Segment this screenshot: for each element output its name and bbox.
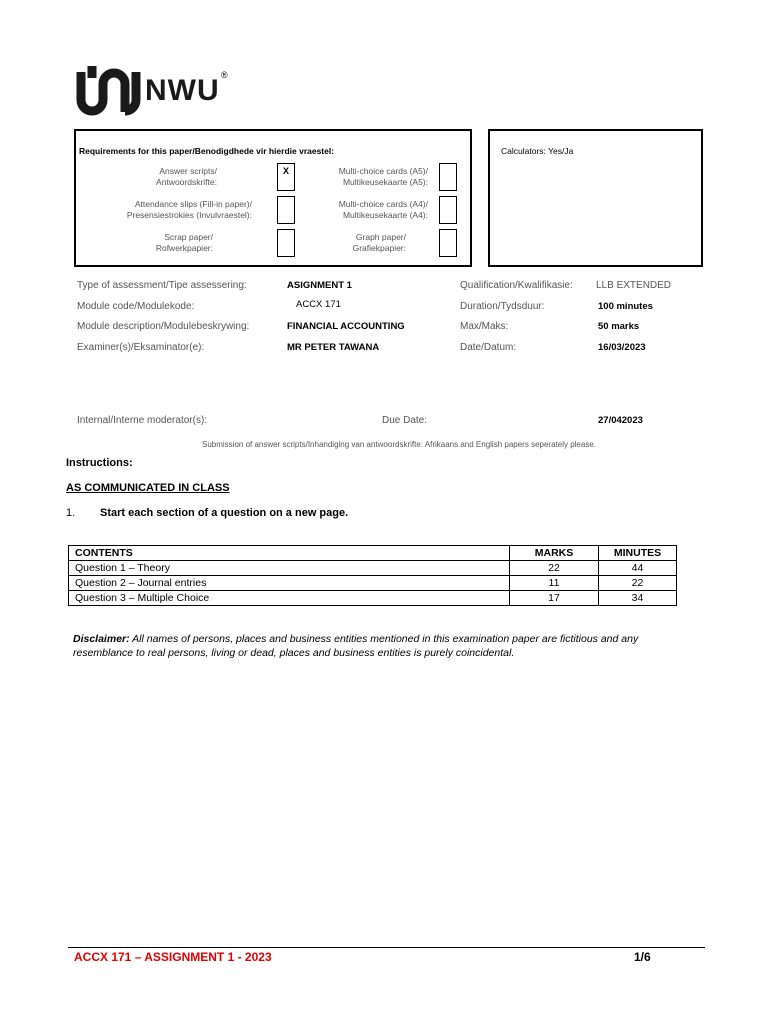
disclaimer-label: Disclaimer: [73,633,130,645]
type-label: Type of assessment/Tipe assessering: [77,280,247,291]
submission-note: Submission of answer scripts/Inhandiging van antwoordskrifte: Afrikaans and English papers seperately please. [202,440,596,449]
disclaimer-text: All names of persons, places and business entities mentioned in this examination paper are fictitious and any resemblance to real persons, living or dead, places and business entities is purely coincidental. [73,633,639,659]
attendance-slips-checkbox[interactable] [277,196,295,224]
table-cell: 11 [510,576,599,591]
table-header-minutes: MINUTES [599,546,677,561]
duration-label: Duration/Tydsduur: [460,301,545,312]
mc-cards-a5-label: Multi-choice cards (A5)/ Multikeusekaarte (A5): [338,166,428,187]
table-row [69,591,677,606]
module-code-label: Module code/Modulekode: [77,301,195,312]
date-label: Date/Datum: [460,342,517,353]
type-value: ASIGNMENT 1 [287,280,352,291]
due-date-value: 27/042023 [598,415,643,426]
footer-page-number: 1/6 [634,950,651,964]
module-code-value: ACCX 171 [296,299,341,310]
mc-cards-a4-label: Multi-choice cards (A4)/ Multikeusekaarte (A4): [338,199,428,220]
date-value: 16/03/2023 [598,342,646,353]
footer-divider [68,947,705,948]
calculators-text: Calculators: Yes/Ja [501,146,574,156]
table-cell: Question 1 – Theory [69,561,510,576]
instruction-item: Start each section of a question on a new page. [100,507,349,519]
answer-scripts-label: Answer scripts/ Antwoordskrifte: [156,166,217,187]
instructions-heading: Instructions: [66,457,133,469]
scrap-paper-checkbox[interactable] [277,229,295,257]
table-cell: Question 2 – Journal entries [69,576,510,591]
table-cell: 34 [599,591,677,606]
table-cell: 22 [510,561,599,576]
table-cell: 17 [510,591,599,606]
qualification-value: LLB EXTENDED [596,280,672,291]
due-date-label: Due Date: [382,415,428,426]
table-row [69,561,677,576]
table-header-row [69,546,677,561]
mc-cards-a5-checkbox[interactable] [439,163,457,191]
mc-cards-a4-checkbox[interactable] [439,196,457,224]
examiner-value: MR PETER TAWANA [287,342,380,353]
examiner-label: Examiner(s)/Eksaminator(e): [77,342,205,353]
table-cell: 44 [599,561,677,576]
answer-scripts-checkbox[interactable]: X [277,163,295,191]
logo-text: NWU [145,74,220,107]
scrap-paper-label: Scrap paper/ Rofwerkpapier: [155,232,213,253]
duration-value: 100 minutes [598,301,653,312]
footer-title: ACCX 171 – ASSIGNMENT 1 - 2023 [74,950,272,964]
table-cell: Question 3 – Multiple Choice [69,591,510,606]
qualification-label: Qualification/Kwalifikasie: [460,280,573,291]
contents-table [68,545,677,606]
table-cell: 22 [599,576,677,591]
graph-paper-label: Graph paper/ Grafiekpapier: [352,232,406,253]
disclaimer [73,632,683,660]
table-header-contents: CONTENTS [69,546,510,561]
attendance-slips-label: Attendance slips (Fill-in paper)/ Presensiestrokies (Invulvraestel): [126,199,252,220]
nwu-logo-icon [74,62,144,122]
module-description-label: Module description/Modulebeskrywing: [77,321,250,332]
max-value: 50 marks [598,321,640,332]
graph-paper-checkbox[interactable] [439,229,457,257]
instruction-item-number: 1. [66,507,76,519]
max-label: Max/Maks: [460,321,509,332]
logo-registered-mark: ® [221,70,228,80]
moderator-label: Internal/Interne moderator(s): [77,415,208,426]
instructions-communicated: AS COMMUNICATED IN CLASS [66,482,230,494]
table-header-marks: MARKS [510,546,599,561]
table-row [69,576,677,591]
module-description-value: FINANCIAL ACCOUNTING [287,321,405,332]
requirements-heading: Requirements for this paper/Benodigdhede vir hierdie vraestel: [79,146,335,156]
